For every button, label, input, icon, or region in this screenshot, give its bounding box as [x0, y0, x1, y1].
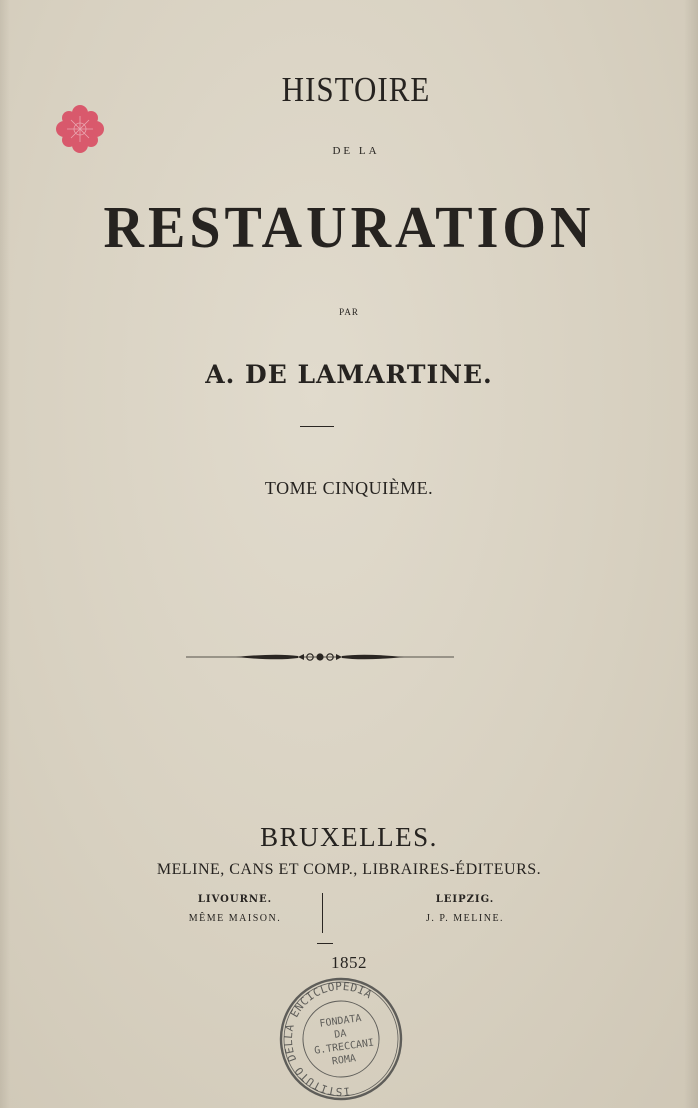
page-edge-shadow-right: [684, 0, 698, 1108]
title-de-la: DE LA: [332, 145, 380, 157]
branch-livourne: [150, 893, 320, 924]
branch-city-name: LEIPZIG.: [435, 894, 495, 905]
title-histoire: HISTOIRE: [281, 69, 431, 110]
branch-cities: [150, 893, 550, 935]
branch-leipzig: [380, 893, 550, 924]
svg-text:G.TRECCANI: G.TRECCANI: [313, 1037, 375, 1057]
byline-par: PAR: [339, 307, 359, 317]
ornament-rule-icon: [186, 648, 454, 666]
branch-house-name: MÊME MAISON.: [188, 913, 282, 924]
volume-label: TOME CINQUIÈME.: [264, 478, 434, 498]
tiny-rule: [317, 943, 333, 944]
imprint-city: BRUXELLES.: [260, 822, 438, 852]
branch-house-name: J. P. MELINE.: [425, 913, 505, 924]
svg-text:ISTITUTO DELLA ENCICLOPEDIA: ISTITUTO DELLA ENCICLOPEDIA: [281, 979, 375, 1099]
svg-text:DA: DA: [333, 1028, 348, 1041]
svg-text:ROMA: ROMA: [331, 1053, 357, 1068]
author-name: A. DE LAMARTINE.: [205, 360, 493, 389]
branch-city-name: LIVOURNE.: [197, 894, 273, 905]
page-edge-shadow-left: [0, 0, 10, 1108]
svg-text:FONDATA: FONDATA: [318, 1013, 363, 1030]
short-rule: [300, 426, 334, 427]
title-restauration: RESTAURATION: [103, 195, 595, 261]
institute-seal-stamp: [276, 974, 406, 1104]
imprint-publisher: MELINE, CANS ET COMP., LIBRAIRES-ÉDITEURS.: [156, 861, 542, 878]
publication-year: 1852: [331, 953, 367, 972]
branch-divider: [322, 893, 323, 933]
